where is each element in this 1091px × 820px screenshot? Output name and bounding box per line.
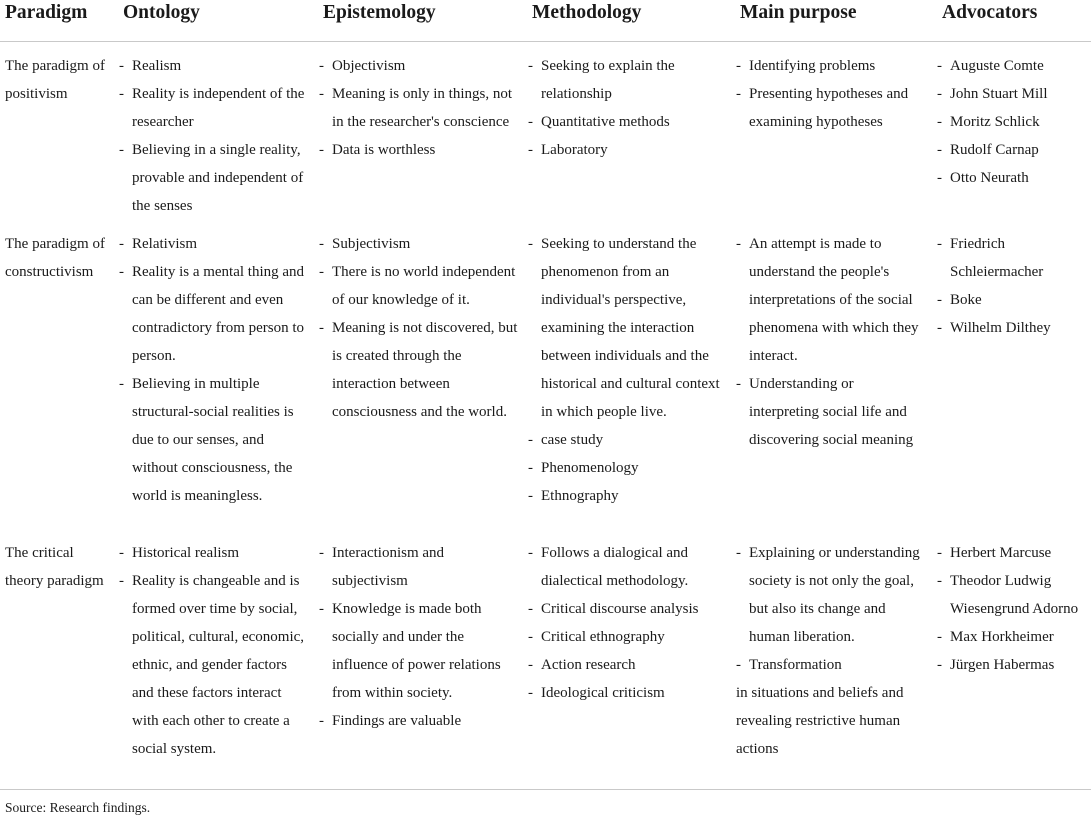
ontology-list bbox=[119, 52, 309, 220]
list-item bbox=[528, 623, 726, 651]
advocators-cell bbox=[927, 42, 1091, 221]
list-item bbox=[736, 651, 927, 679]
header-paradigm: Paradigm bbox=[0, 0, 109, 42]
dash-bullet: - bbox=[528, 432, 533, 448]
dash-bullet: - bbox=[528, 657, 533, 673]
ontology-cell bbox=[109, 220, 309, 529]
list-item-text: Understanding or interpreting social life and discovering social meaning bbox=[749, 376, 914, 448]
list-item bbox=[119, 80, 309, 136]
methodology-list bbox=[528, 230, 726, 510]
methodology-list bbox=[528, 52, 726, 164]
list-item bbox=[528, 426, 726, 454]
list-item-text: Reality is a mental thing and can be different and even contradictory from person to person. bbox=[132, 264, 305, 364]
ontology-cell bbox=[109, 529, 309, 779]
dash-bullet: - bbox=[736, 545, 741, 561]
list-item bbox=[937, 567, 1091, 623]
dash-bullet: - bbox=[736, 58, 741, 74]
epistemology-list bbox=[319, 52, 518, 164]
paradigm-cell: The critical theory paradigm bbox=[5, 545, 104, 589]
list-item bbox=[119, 370, 309, 510]
dash-bullet: - bbox=[528, 629, 533, 645]
dash-bullet: - bbox=[319, 545, 324, 561]
list-item-text: John Stuart Mill bbox=[950, 86, 1048, 102]
list-item bbox=[319, 595, 518, 707]
list-item-text: Herbert Marcuse bbox=[950, 545, 1052, 561]
list-item-text: Identifying problems bbox=[749, 58, 876, 74]
ontology-list bbox=[119, 539, 309, 763]
purpose-list bbox=[736, 539, 927, 679]
header-methodology: Methodology bbox=[518, 0, 726, 42]
methodology-cell bbox=[518, 42, 726, 221]
list-item bbox=[119, 230, 309, 258]
list-item bbox=[119, 567, 309, 763]
list-item bbox=[736, 52, 927, 80]
purpose-list bbox=[736, 230, 927, 454]
header-ontology: Ontology bbox=[109, 0, 309, 42]
table-row bbox=[0, 220, 1091, 529]
purpose-cell bbox=[726, 529, 927, 779]
paradigm-cell: The paradigm of constructivism bbox=[5, 236, 105, 280]
list-item-text: Meaning is only in things, not in the researcher's conscience bbox=[332, 86, 512, 130]
list-item-text: Moritz Schlick bbox=[950, 114, 1040, 130]
list-item-text: Believing in a single reality, provable and independent of the senses bbox=[132, 142, 304, 214]
list-item bbox=[937, 230, 1091, 286]
dash-bullet: - bbox=[528, 685, 533, 701]
list-item-text: Laboratory bbox=[541, 142, 608, 158]
list-item bbox=[319, 80, 518, 136]
dash-bullet: - bbox=[319, 601, 324, 617]
dash-bullet: - bbox=[528, 601, 533, 617]
list-item-text: Friedrich Schleiermacher bbox=[950, 236, 1044, 280]
advocators-cell bbox=[927, 220, 1091, 529]
dash-bullet: - bbox=[119, 376, 124, 392]
dash-bullet: - bbox=[319, 58, 324, 74]
advocators-list bbox=[937, 52, 1091, 192]
list-item bbox=[937, 651, 1091, 679]
advocators-cell bbox=[927, 529, 1091, 779]
list-item-text: Jürgen Habermas bbox=[950, 657, 1055, 673]
dash-bullet: - bbox=[937, 236, 942, 252]
dash-bullet: - bbox=[937, 292, 942, 308]
list-item-text: Reality is changeable and is formed over time by social, political, cultural, economic, ethnic, and gender factors and these factors interact with each other to create a social system. bbox=[132, 573, 305, 757]
purpose-list bbox=[736, 52, 927, 136]
list-item-text: Critical ethnography bbox=[541, 629, 665, 645]
list-item bbox=[319, 136, 518, 164]
dash-bullet: - bbox=[937, 170, 942, 186]
purpose-continuation: in situations and beliefs and revealing restrictive human actions bbox=[736, 685, 904, 757]
list-item bbox=[319, 314, 518, 426]
header-epistemology: Epistemology bbox=[309, 0, 518, 42]
methodology-cell bbox=[518, 220, 726, 529]
dash-bullet: - bbox=[937, 320, 942, 336]
dash-bullet: - bbox=[319, 713, 324, 729]
list-item-text: Phenomenology bbox=[541, 460, 639, 476]
dash-bullet: - bbox=[319, 320, 324, 336]
dash-bullet: - bbox=[319, 86, 324, 102]
list-item bbox=[937, 286, 1091, 314]
paradigm-cell: The paradigm of positivism bbox=[5, 58, 105, 102]
ontology-list bbox=[119, 230, 309, 510]
dash-bullet: - bbox=[319, 236, 324, 252]
list-item-text: Transformation bbox=[749, 657, 842, 673]
list-item bbox=[528, 136, 726, 164]
dash-bullet: - bbox=[528, 488, 533, 504]
source-note: Source: Research findings. bbox=[5, 800, 151, 815]
list-item bbox=[528, 679, 726, 707]
methodology-list bbox=[528, 539, 726, 707]
header-row bbox=[0, 0, 1091, 42]
dash-bullet: - bbox=[119, 236, 124, 252]
dash-bullet: - bbox=[528, 58, 533, 74]
list-item-text: Subjectivism bbox=[332, 236, 411, 252]
list-item bbox=[736, 539, 927, 651]
list-item-text: Realism bbox=[132, 58, 182, 74]
header-main-purpose: Main purpose bbox=[726, 0, 927, 42]
table-row bbox=[0, 42, 1091, 221]
dash-bullet: - bbox=[528, 460, 533, 476]
list-item bbox=[528, 108, 726, 136]
list-item bbox=[937, 52, 1091, 80]
list-item bbox=[528, 52, 726, 108]
list-item-text: There is no world independent of our knowledge of it. bbox=[332, 264, 516, 308]
list-item bbox=[736, 230, 927, 370]
list-item-text: Presenting hypotheses and examining hypotheses bbox=[749, 86, 909, 130]
list-item bbox=[736, 370, 927, 454]
ontology-cell bbox=[109, 42, 309, 221]
dash-bullet: - bbox=[937, 545, 942, 561]
list-item bbox=[319, 230, 518, 258]
list-item bbox=[528, 651, 726, 679]
list-item bbox=[937, 136, 1091, 164]
purpose-cell bbox=[726, 220, 927, 529]
list-item-text: Seeking to understand the phenomenon from an individual's perspective, examining the interaction between individuals and the historical and cultural context in which people live. bbox=[541, 236, 720, 420]
list-item-text: Seeking to explain the relationship bbox=[541, 58, 675, 102]
list-item-text: Auguste Comte bbox=[950, 58, 1044, 74]
list-item bbox=[736, 80, 927, 136]
table-bottom-rule bbox=[0, 789, 1091, 790]
dash-bullet: - bbox=[937, 657, 942, 673]
list-item-text: Historical realism bbox=[132, 545, 240, 561]
dash-bullet: - bbox=[528, 142, 533, 158]
list-item bbox=[119, 258, 309, 370]
list-item bbox=[937, 80, 1091, 108]
advocators-list bbox=[937, 539, 1091, 679]
dash-bullet: - bbox=[528, 545, 533, 561]
list-item-text: Meaning is not discovered, but is created through the interaction between consciousness and the world. bbox=[332, 320, 518, 420]
list-item-text: Data is worthless bbox=[332, 142, 436, 158]
dash-bullet: - bbox=[736, 657, 741, 673]
list-item-text: Quantitative methods bbox=[541, 114, 670, 130]
list-item bbox=[319, 707, 518, 735]
list-item bbox=[937, 164, 1091, 192]
list-item-text: Knowledge is made both socially and under the influence of power relations from within society. bbox=[332, 601, 501, 701]
list-item-text: Max Horkheimer bbox=[950, 629, 1054, 645]
list-item-text: Ideological criticism bbox=[541, 685, 665, 701]
dash-bullet: - bbox=[937, 142, 942, 158]
list-item bbox=[937, 539, 1091, 567]
dash-bullet: - bbox=[736, 236, 741, 252]
list-item bbox=[319, 539, 518, 595]
dash-bullet: - bbox=[119, 58, 124, 74]
dash-bullet: - bbox=[319, 142, 324, 158]
dash-bullet: - bbox=[119, 573, 124, 589]
list-item-text: Boke bbox=[950, 292, 982, 308]
dash-bullet: - bbox=[119, 264, 124, 280]
dash-bullet: - bbox=[528, 236, 533, 252]
dash-bullet: - bbox=[736, 376, 741, 392]
dash-bullet: - bbox=[119, 142, 124, 158]
list-item-text: Critical discourse analysis bbox=[541, 601, 699, 617]
epistemology-cell bbox=[309, 42, 518, 221]
list-item bbox=[528, 539, 726, 595]
epistemology-cell bbox=[309, 220, 518, 529]
header-advocators: Advocators bbox=[927, 0, 1091, 42]
table-row bbox=[0, 529, 1091, 779]
list-item-text: Interactionism and subjectivism bbox=[332, 545, 445, 589]
dash-bullet: - bbox=[937, 58, 942, 74]
epistemology-list bbox=[319, 230, 518, 426]
list-item-text: Ethnography bbox=[541, 488, 619, 504]
list-item-text: Explaining or understanding society is not only the goal, but also its change and human liberation. bbox=[749, 545, 920, 645]
list-item-text: Reality is independent of the researcher bbox=[132, 86, 305, 130]
list-item bbox=[937, 314, 1091, 342]
list-item bbox=[119, 136, 309, 220]
epistemology-list bbox=[319, 539, 518, 735]
list-item bbox=[319, 258, 518, 314]
list-item-text: An attempt is made to understand the people's interpretations of the social phenomena with which they interact. bbox=[749, 236, 919, 364]
list-item-text: Believing in multiple structural-social realities is due to our senses, and without consciousness, the world is meaningless. bbox=[132, 376, 294, 504]
purpose-cell bbox=[726, 42, 927, 221]
dash-bullet: - bbox=[736, 86, 741, 102]
dash-bullet: - bbox=[937, 114, 942, 130]
list-item-text: Theodor Ludwig Wiesengrund Adorno bbox=[950, 573, 1079, 617]
list-item bbox=[937, 108, 1091, 136]
list-item-text: Relativism bbox=[132, 236, 197, 252]
dash-bullet: - bbox=[528, 114, 533, 130]
dash-bullet: - bbox=[937, 86, 942, 102]
list-item bbox=[119, 539, 309, 567]
list-item bbox=[528, 454, 726, 482]
list-item-text: Objectivism bbox=[332, 58, 406, 74]
list-item bbox=[119, 52, 309, 80]
dash-bullet: - bbox=[937, 629, 942, 645]
advocators-list bbox=[937, 230, 1091, 342]
list-item bbox=[528, 482, 726, 510]
list-item-text: Wilhelm Dilthey bbox=[950, 320, 1051, 336]
list-item-text: Follows a dialogical and dialectical methodology. bbox=[541, 545, 689, 589]
list-item-text: Action research bbox=[541, 657, 636, 673]
dash-bullet: - bbox=[937, 573, 942, 589]
list-item bbox=[528, 595, 726, 623]
dash-bullet: - bbox=[119, 86, 124, 102]
epistemology-cell bbox=[309, 529, 518, 779]
list-item-text: case study bbox=[541, 432, 604, 448]
list-item-text: Otto Neurath bbox=[950, 170, 1029, 186]
methodology-cell bbox=[518, 529, 726, 779]
list-item-text: Findings are valuable bbox=[332, 713, 462, 729]
list-item bbox=[528, 230, 726, 426]
dash-bullet: - bbox=[119, 545, 124, 561]
list-item bbox=[319, 52, 518, 80]
list-item bbox=[937, 623, 1091, 651]
list-item-text: Rudolf Carnap bbox=[950, 142, 1039, 158]
dash-bullet: - bbox=[319, 264, 324, 280]
